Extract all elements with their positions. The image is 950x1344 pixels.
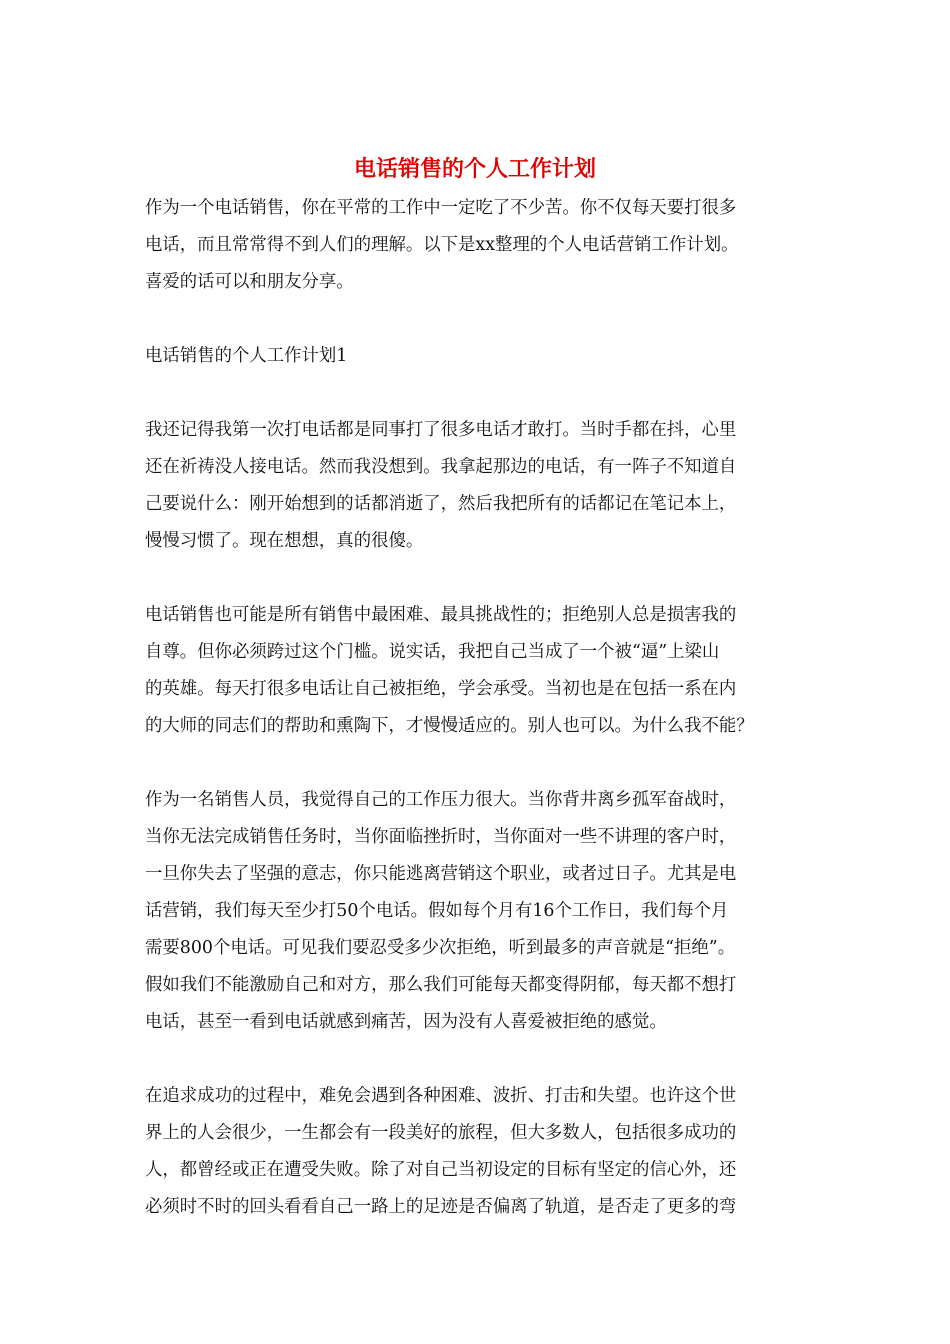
document-title: 电话销售的个人工作计划 — [353, 156, 596, 182]
section-heading — [145, 338, 807, 375]
text-line: 的大师的同志们的帮助和熏陶下，才慢慢适应的。别人也可以。为什么我不能？ — [145, 716, 754, 736]
text-line: 电话销售的个人工作计划1 — [145, 346, 348, 366]
text-line: 电话，而且常常得不到人们的理解。以下是xx整理的个人电话营销工作计划。 — [145, 235, 739, 255]
text-line: 还在祈祷没人接电话。然而我没想到。我拿起那边的电话，有一阵子不知道自 — [145, 457, 737, 477]
paragraph — [145, 412, 807, 560]
text-line: 界上的人会很少，一生都会有一段美好的旅程，但大多数人，包括很多成功的 — [145, 1123, 737, 1143]
document-body — [145, 190, 807, 1263]
paragraph-intro — [145, 190, 807, 301]
text-line: 我还记得我第一次打电话都是同事打了很多电话才敢打。当时手都在抖，心里 — [145, 420, 737, 440]
text-line: 作为一名销售人员，我觉得自己的工作压力很大。当你背井离乡孤军奋战时， — [145, 790, 737, 810]
paragraph — [145, 597, 807, 745]
text-line: 己要说什么：刚开始想到的话都消逝了，然后我把所有的话都记在笔记本上， — [145, 494, 737, 514]
text-line: 假如我们不能激励自己和对方，那么我们可能每天都变得阴郁，每天都不想打 — [145, 975, 737, 995]
text-line: 在追求成功的过程中，难免会遇到各种困难、波折、打击和失望。也许这个世 — [145, 1086, 737, 1106]
text-line: 作为一个电话销售，你在平常的工作中一定吃了不少苦。你不仅每天要打很多 — [145, 198, 737, 218]
text-line: 需要800个电话。可见我们要忍受多少次拒绝，听到最多的声音就是“拒绝”。 — [145, 938, 736, 958]
paragraph — [145, 1078, 807, 1226]
text-line: 一旦你失去了坚强的意志，你只能逃离营销这个职业，或者过日子。尤其是电 — [145, 864, 737, 884]
text-line: 的英雄。每天打很多电话让自己被拒绝，学会承受。当初也是在包括一系在内 — [145, 679, 737, 699]
text-line: 电话销售也可能是所有销售中最困难、最具挑战性的；拒绝别人总是损害我的 — [145, 605, 737, 625]
text-line: 当你无法完成销售任务时，当你面临挫折时，当你面对一些不讲理的客户时， — [145, 827, 737, 847]
text-line: 慢慢习惯了。现在想想，真的很傻。 — [145, 531, 424, 551]
text-line: 必须时不时的回头看看自己一路上的足迹是否偏离了轨道，是否走了更多的弯 — [145, 1197, 737, 1217]
text-line: 自尊。但你必须跨过这个门槛。说实话，我把自己当成了一个被“逼”上梁山 — [145, 642, 720, 662]
text-line: 电话，甚至一看到电话就感到痛苦，因为没有人喜爱被拒绝的感觉。 — [145, 1012, 667, 1032]
text-line: 人，都曾经或正在遭受失败。除了对自己当初设定的目标有坚定的信心外，还 — [145, 1160, 737, 1180]
paragraph — [145, 782, 807, 1041]
text-line: 话营销，我们每天至少打50个电话。假如每个月有16个工作日，我们每个月 — [145, 901, 729, 921]
text-line: 喜爱的话可以和朋友分享。 — [145, 272, 354, 292]
